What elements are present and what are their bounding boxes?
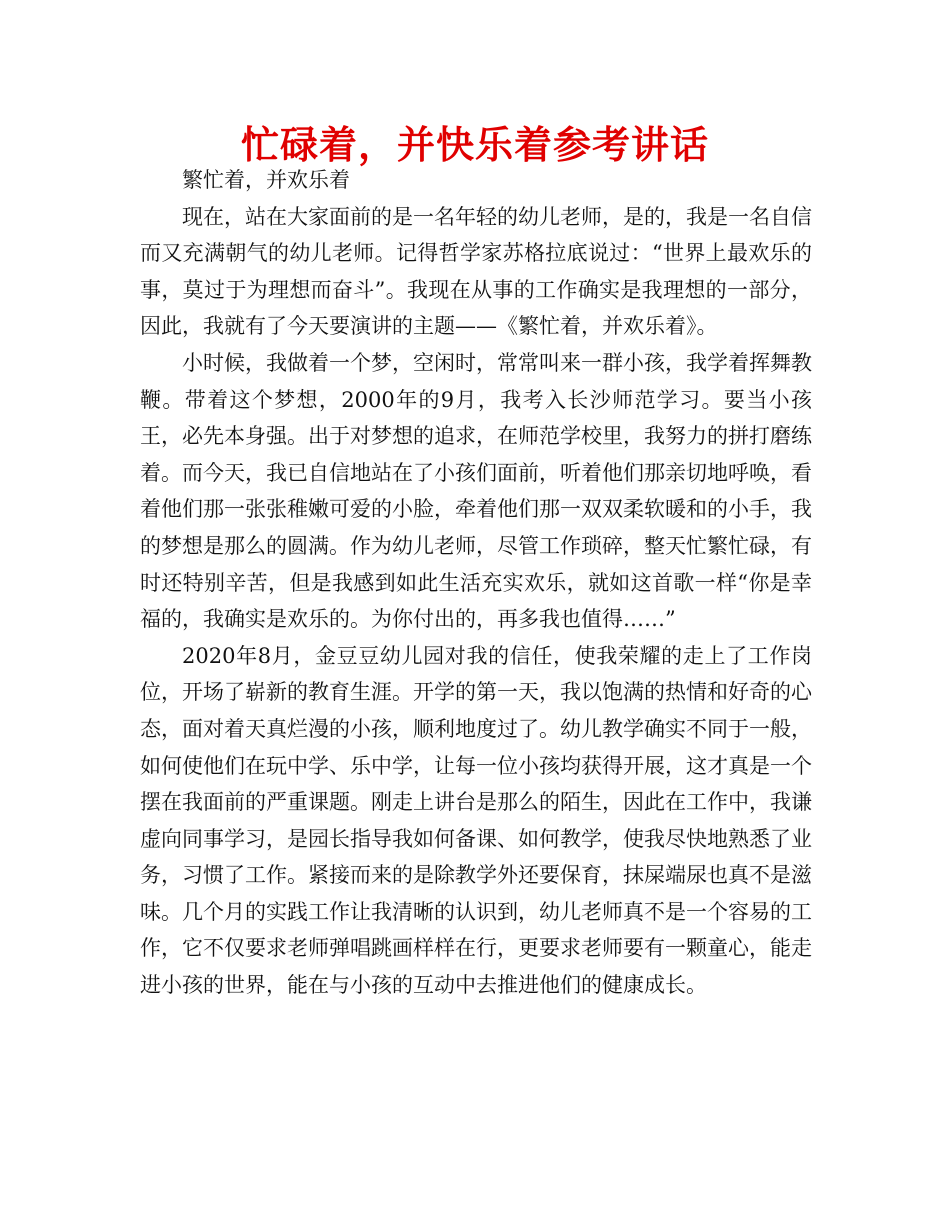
subtitle-line: 繁忙着，并欢乐着 (182, 168, 350, 192)
document-body (140, 162, 812, 1004)
document-title: 忙碌着，并快乐着参考讲话 (240, 123, 709, 167)
paragraph-3: 2020年8月，金豆豆幼儿园对我的信任，使我荣耀的走上了工作岗位，开场了崭新的教育生涯。开学的第一天，我以饱满的热情和好奇的心态，面对着天真烂漫的小孩，顺利地度过了。幼儿教学确实不同于一般，如何使他们在玩中学、乐中学，让每一位小孩均获得开展，这才真是一个摆在我面前的严重课题。刚走上讲台是那么的陌生，因此在工作中，我谦虚向同事学习，是园长指导我如何备课、如何教学，使我尽快地熟悉了业务，习惯了工作。紧接而来的是除教学外还要保育，抹屎端尿也真不是滋味。几个月的实践工作让我清晰的认识到，幼儿老师真不是一个容易的工作，它不仅要求老师弹唱跳画样样在行，更要求老师要有一颗童心，能走进小孩的世界，能在与小孩的互动中去推进他们的健康成长。 (140, 643, 812, 998)
paragraph-2: 小时候，我做着一个梦，空闲时，常常叫来一群小孩，我学着挥舞教鞭。带着这个梦想，2000年的9月，我考入长沙师范学习。要当小孩王，必先本身强。出于对梦想的追求，在师范学校里，我努力的拼打磨练着。而今天，我已自信地站在了小孩们面前，听着他们那亲切地呼唤，看着他们那一张张稚嫩可爱的小脸，牵着他们那一双双柔软暖和的小手，我的梦想是那么的圆满。作为幼儿老师，尽管工作琐碎，整天忙繁忙碌，有时还特别辛苦，但是我感到如此生活充实欢乐，就如这首歌一样“你是幸福的，我确实是欢乐的。为你付出的，再多我也值得……” (140, 350, 812, 632)
paragraph-1: 现在，站在大家面前的是一名年轻的幼儿老师，是的，我是一名自信而又充满朝气的幼儿老师。记得哲学家苏格拉底说过：“世界上最欢乐的事，莫过于为理想而奋斗”。我现在从事的工作确实是我理想的一部分，因此，我就有了今天要演讲的主题——《繁忙着，并欢乐着》。 (140, 204, 812, 339)
